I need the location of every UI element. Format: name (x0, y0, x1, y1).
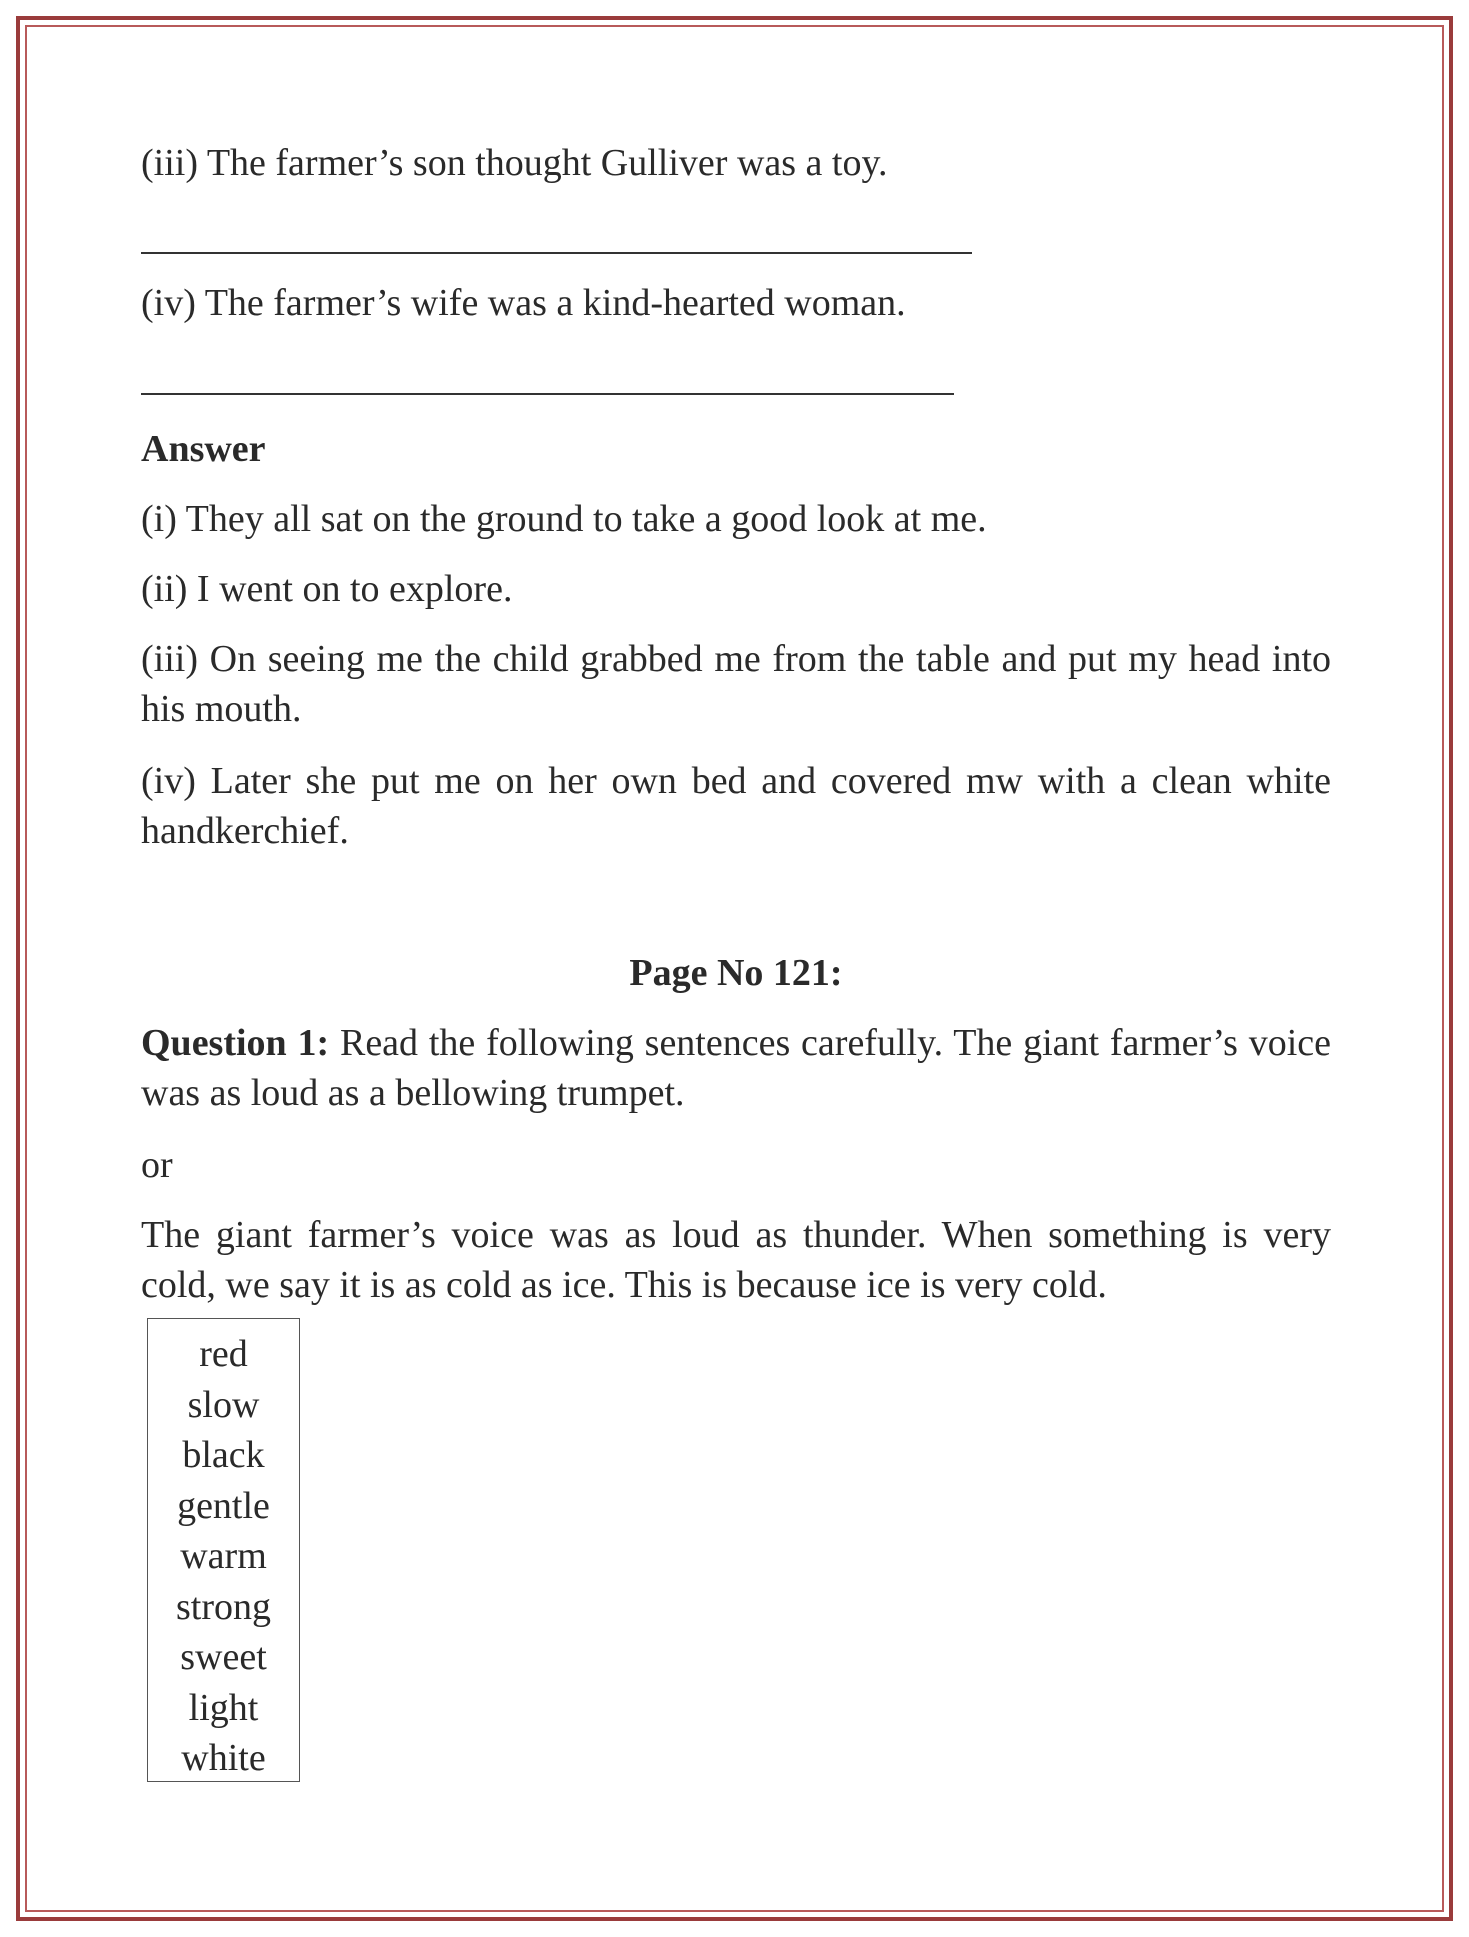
word-item: black (182, 1434, 265, 1476)
word-list-box (147, 1318, 300, 1782)
question-iv-text: The farmer’s wife was a kind-hearted woman. (204, 282, 906, 324)
question-1-text2: The giant farmer’s voice was as loud as thunder. When something is very cold, we say it is as cold as ice. This is because ice is very cold. (141, 1214, 1331, 1306)
answer-item-iii: (iii) On seeing me the child grabbed me from the table and put my head into his mouth. (141, 638, 1331, 730)
answer-item-ii: (ii) I went on to explore. (141, 568, 513, 610)
question-iii-text: The farmer’s son thought Gulliver was a toy. (206, 142, 888, 184)
question-1-or: or (141, 1144, 173, 1186)
word-item: warm (180, 1535, 267, 1577)
page-number-heading: Page No 121: (629, 952, 843, 994)
question-iv-label: (iv) (141, 282, 196, 324)
answer-item-i: (i) They all sat on the ground to take a good look at me. (141, 498, 987, 540)
question-1-label: Question 1: (141, 1022, 330, 1064)
word-item: sweet (180, 1636, 267, 1678)
word-item: strong (176, 1585, 271, 1628)
word-item: light (188, 1686, 259, 1729)
answer-item-iv: (iv) Later she put me on her own bed and covered mw with a clean white handkerchief. (141, 760, 1331, 852)
question-iii (141, 138, 1331, 188)
word-item: white (181, 1737, 266, 1779)
question-iv (141, 278, 1331, 328)
answer-heading: Answer (141, 428, 266, 470)
answer-blank-line-iv (141, 393, 954, 395)
word-item: red (199, 1333, 248, 1375)
word-item: slow (187, 1383, 260, 1426)
question-1 (141, 1018, 1331, 1118)
question-iii-label: (iii) (141, 142, 198, 184)
word-item: gentle (177, 1484, 270, 1527)
answer-blank-line-iii (141, 252, 972, 254)
question-1-text: Read the following sentences carefully. The giant farmer’s voice was as loud as a bellowing trumpet. (141, 1022, 1331, 1114)
